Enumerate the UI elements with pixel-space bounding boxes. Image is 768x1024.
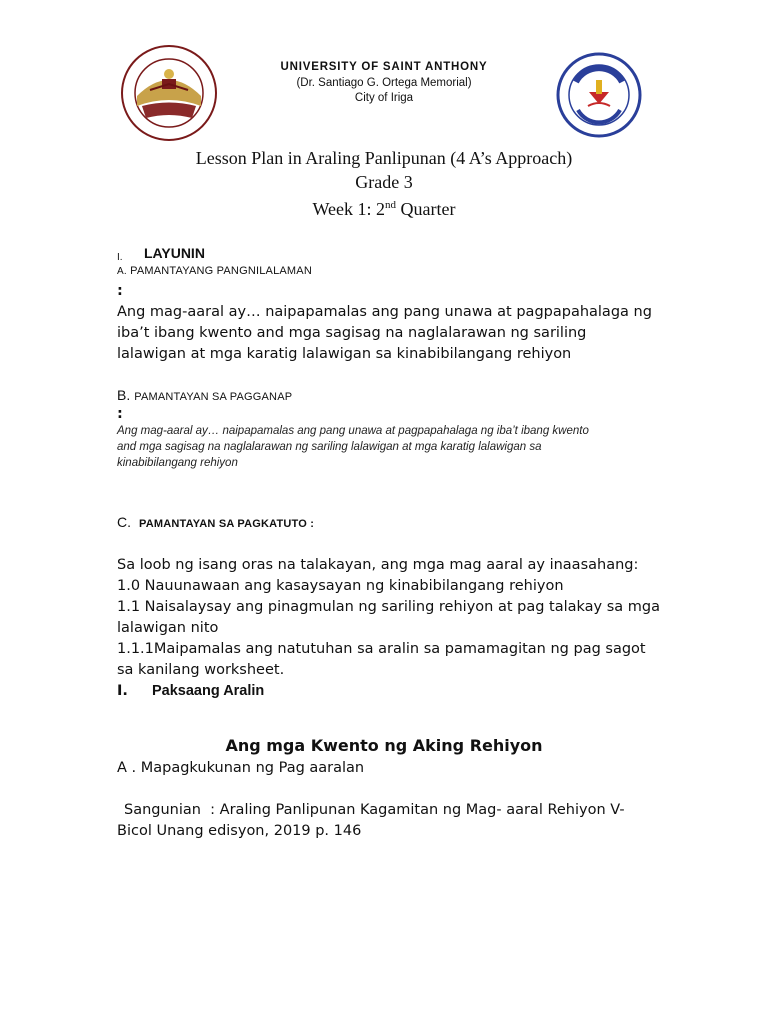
subsection-a-title: PAMANTAYANG PANGNILALAMAN xyxy=(130,265,312,277)
subsection-c-body-line5: 1.1.1Maipamalas ang natutuhan sa aralin sa pamamagitan ng pag sagot xyxy=(117,641,646,657)
subsection-a-body-line3: lalawigan at mga karatig lalawigan sa kinabibilangang rehiyon xyxy=(117,346,572,362)
subsection-a-body-line2: iba’t ibang kwento and mga sagisag na naglalarawan ng sariling xyxy=(117,325,587,341)
subsection-b-body-line1: Ang mag-aaral ay… naipapamalas ang pang unawa at pagpapahalaga ng iba’t ibang kwento xyxy=(117,425,589,437)
subsection-c-body-line3: 1.1 Naisalaysay ang pinagmulan ng sariling rehiyon at pag talakay sa mga xyxy=(117,599,660,615)
subsection-a-colon: : xyxy=(117,283,123,299)
lesson-plan-title: Lesson Plan in Araling Panlipunan (4 A’s Approach) xyxy=(195,148,573,168)
subsection-c-body-line6: sa kanilang worksheet. xyxy=(117,662,285,678)
subsection-c-body-line1: Sa loob ng isang oras na talakayan, ang mga mag aaral ay inaasahang: xyxy=(117,557,639,573)
subsection-a-body-line1: Ang mag-aaral ay… naipapamalas ang pang unawa at pagpapahalaga ng xyxy=(117,304,652,320)
section-heading-paksaang-aralin: Paksaang Aralin xyxy=(152,683,265,699)
subsection-b-heading xyxy=(117,387,292,405)
resources-heading: A . Mapagkukunan ng Pag aaralan xyxy=(117,760,365,776)
source-line2: Bicol Unang edisyon, 2019 p. 146 xyxy=(117,823,362,839)
subsection-b-colon: : xyxy=(117,406,123,422)
subsection-c-body-line4: lalawigan nito xyxy=(117,620,219,636)
subsection-a-heading xyxy=(117,265,312,277)
subsection-b-body-line2: and mga sagisag na naglalarawan ng sariling lalawigan at mga karatig lalawigan sa xyxy=(117,441,542,453)
grade-level: Grade 3 xyxy=(355,172,413,192)
subsection-c-letter: C. xyxy=(117,514,131,530)
section-numeral: I. xyxy=(117,252,123,263)
week-prefix: Week 1: 2 xyxy=(312,199,386,219)
subsection-b-title: PAMANTAYAN SA PAGGANAP xyxy=(134,391,293,403)
university-memorial: (Dr. Santiago G. Ortega Memorial) xyxy=(296,77,472,89)
ordinal-suffix: nd xyxy=(385,199,397,211)
quarter-suffix: Quarter xyxy=(396,199,456,219)
subsection-a-letter: A. xyxy=(117,266,127,277)
subsection-c-heading xyxy=(117,514,314,532)
source-line1: Sangunian : Araling Panlipunan Kagamitan ng Mag- aaral Rehiyon V- xyxy=(124,802,625,818)
week-quarter xyxy=(0,194,768,220)
subsection-b-body-line3: kinabibilangang rehiyon xyxy=(117,457,238,469)
subsection-c-body-line2: 1.0 Nauunawaan ang kasaysayan ng kinabibilangang rehiyon xyxy=(117,578,564,594)
lesson-topic: Ang mga Kwento ng Aking Rehiyon xyxy=(225,736,543,755)
subsection-c-title: PAMANTAYAN SA PAGKATUTO : xyxy=(139,518,315,530)
section2-numeral: I. xyxy=(117,683,128,699)
university-name: UNIVERSITY OF SAINT ANTHONY xyxy=(280,61,488,73)
section-heading-layunin: LAYUNIN xyxy=(144,245,205,261)
subsection-b-letter: B. xyxy=(117,387,131,403)
university-city: City of Iriga xyxy=(354,92,414,104)
